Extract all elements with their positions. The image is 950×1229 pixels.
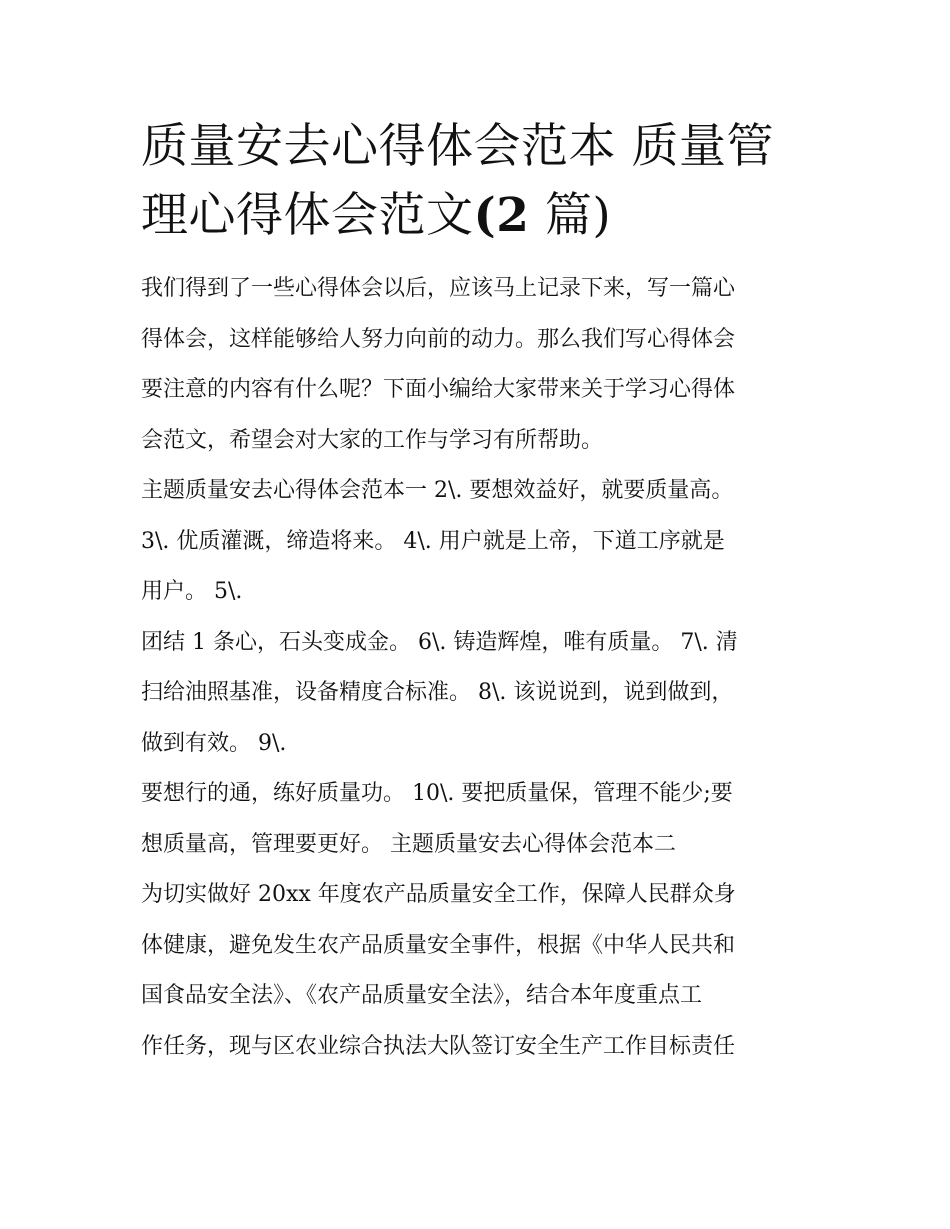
paragraph-line: 得体会，这样能够给人努力向前的动力。那么我们写心得体会 (141, 326, 736, 352)
title-line-2-suffix: 篇) (529, 188, 612, 243)
paragraph-line: 要想行的通，练好质量功。 10\. 要把质量保，管理不能少;要 (141, 781, 733, 806)
intro-paragraph (141, 264, 813, 466)
slogans-paragraph-1 (141, 466, 813, 618)
paragraph-line: 团结 1 条心，石头变成金。 6\. 铸造辉煌，唯有质量。 7\. 清 (141, 629, 738, 655)
slogans-paragraph-3 (141, 769, 813, 870)
paragraph-line: 会范文，希望会对大家的工作与学习有所帮助。 (141, 427, 604, 453)
paragraph-line: 扫给油照基准，设备精度合标准。 8\. 该说说到，说到做到， (141, 680, 734, 705)
paragraph-line: 我们得到了一些心得体会以后，应该马上记录下来，写一篇心 (141, 276, 736, 301)
paragraph-line: 3\. 优质灌溉，缔造将来。 4\. 用户就是上帝，下道工序就是 (141, 528, 725, 554)
slogans-paragraph-2 (141, 618, 813, 770)
paragraph-line: 用户。 5\. (141, 579, 243, 604)
paragraph-line: 主题质量安去心得体会范本一 2\. 要想效益好，就要质量高。 (141, 478, 734, 503)
title-line-2 (141, 181, 813, 250)
paragraph-line: 做到有效。 9\. (141, 730, 287, 756)
document-content (141, 112, 813, 1072)
paragraph-line: 作任务，现与区农业综合执法大队签订安全生产工作目标责任 (141, 1033, 736, 1059)
body-paragraph (141, 870, 813, 1072)
title-line-1: 质量安去心得体会范本 质量管 (141, 119, 774, 174)
paragraph-line: 国食品安全法》、《农产品质量安全法》，结合本年度重点工 (141, 983, 703, 1008)
paragraph-line: 为切实做好 20xx 年度农产品质量安全工作，保障人民群众身 (141, 882, 736, 907)
title-line-2-text: 理心得体会范文 (141, 188, 474, 243)
paragraph-line: 要注意的内容有什么呢？下面小编给大家带来关于学习心得体 (141, 377, 736, 402)
paragraph-line: 体健康，避免发生农产品质量安全事件，根据《中华人民共和 (141, 932, 736, 958)
paragraph-line: 想质量高，管理要更好。 主题质量安去心得体会范本二 (141, 831, 676, 857)
title-line-2-count: (2 (473, 188, 530, 243)
document-title (141, 112, 813, 250)
